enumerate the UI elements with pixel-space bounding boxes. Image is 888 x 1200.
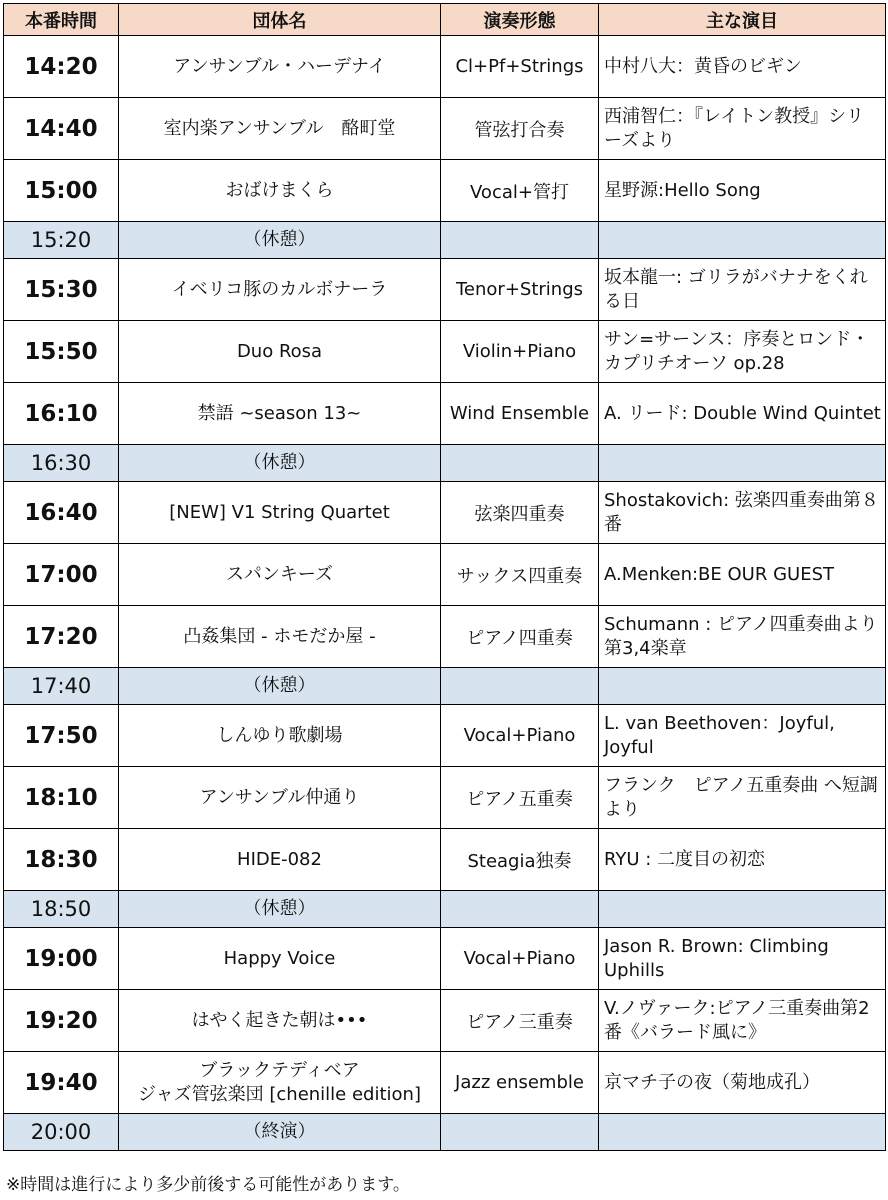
break-row <box>4 445 886 482</box>
form-cell: Violin+Piano <box>441 321 599 383</box>
time-cell: 18:50 <box>4 891 119 928</box>
program-cell: フランク ピアノ五重奏曲 へ短調より <box>599 767 886 829</box>
group-cell: おばけまくら <box>119 160 441 222</box>
group-cell: （終演） <box>119 1114 441 1151</box>
program-cell: 坂本龍一: ゴリラがバナナをくれる日 <box>599 259 886 321</box>
break-row <box>4 891 886 928</box>
table-row <box>4 767 886 829</box>
program-cell <box>599 222 886 259</box>
group-cell: （休憩） <box>119 445 441 482</box>
program-cell: Shostakovich: 弦楽四重奏曲第８番 <box>599 482 886 544</box>
table-row <box>4 98 886 160</box>
time-cell: 15:30 <box>4 259 119 321</box>
form-cell: Tenor+Strings <box>441 259 599 321</box>
header-program: 主な演目 <box>599 4 886 36</box>
program-cell: サン=サーンス：序奏とロンド・カプリチオーソ op.28 <box>599 321 886 383</box>
table-row <box>4 259 886 321</box>
group-cell: イベリコ豚のカルボナーラ <box>119 259 441 321</box>
form-cell: ピアノ四重奏 <box>441 606 599 668</box>
form-cell <box>441 445 599 482</box>
time-cell: 17:20 <box>4 606 119 668</box>
form-cell: サックス四重奏 <box>441 544 599 606</box>
time-cell: 14:20 <box>4 36 119 98</box>
table-row <box>4 928 886 990</box>
schedule-table <box>3 3 886 1151</box>
program-cell <box>599 445 886 482</box>
group-cell: アンサンブル仲通り <box>119 767 441 829</box>
time-cell: 16:30 <box>4 445 119 482</box>
form-cell <box>441 222 599 259</box>
time-cell: 19:40 <box>4 1052 119 1114</box>
group-cell: 室内楽アンサンブル 酪町堂 <box>119 98 441 160</box>
time-cell: 18:10 <box>4 767 119 829</box>
table-row <box>4 1052 886 1114</box>
table-row <box>4 705 886 767</box>
program-cell: L. van Beethoven：Joyful, Joyful <box>599 705 886 767</box>
footnote: ※時間は進行により多少前後する可能性があります。 <box>6 1175 410 1195</box>
time-cell: 17:40 <box>4 668 119 705</box>
table-row <box>4 36 886 98</box>
time-cell: 16:40 <box>4 482 119 544</box>
group-cell: Happy Voice <box>119 928 441 990</box>
time-cell: 19:00 <box>4 928 119 990</box>
program-cell: 中村八大：黄昏のビギン <box>599 36 886 98</box>
time-cell: 15:50 <box>4 321 119 383</box>
form-cell: Vocal+管打 <box>441 160 599 222</box>
group-cell: HIDE-082 <box>119 829 441 891</box>
form-cell: Cl+Pf+Strings <box>441 36 599 98</box>
program-cell: A.Menken:BE OUR GUEST <box>599 544 886 606</box>
program-cell <box>599 668 886 705</box>
program-cell: A. リード: Double Wind Quintet <box>599 383 886 445</box>
group-cell: （休憩） <box>119 222 441 259</box>
time-cell: 20:00 <box>4 1114 119 1151</box>
table-row <box>4 990 886 1052</box>
group-cell: （休憩） <box>119 668 441 705</box>
group-cell: アンサンブル・ハーデナイ <box>119 36 441 98</box>
time-cell: 14:40 <box>4 98 119 160</box>
form-cell: 弦楽四重奏 <box>441 482 599 544</box>
program-cell: 星野源:Hello Song <box>599 160 886 222</box>
form-cell: Jazz ensemble <box>441 1052 599 1114</box>
group-cell: 禁語 ~season 13~ <box>119 383 441 445</box>
group-cell: [NEW] V1 String Quartet <box>119 482 441 544</box>
program-cell <box>599 1114 886 1151</box>
form-cell: Vocal+Piano <box>441 928 599 990</box>
table-row <box>4 544 886 606</box>
group-cell: はやく起きた朝は••• <box>119 990 441 1052</box>
form-cell: Wind Ensemble <box>441 383 599 445</box>
group-cell: 凸姦集団 - ホモだか屋 - <box>119 606 441 668</box>
table-row <box>4 160 886 222</box>
table-row <box>4 383 886 445</box>
form-cell <box>441 891 599 928</box>
break-row <box>4 668 886 705</box>
program-cell: 西浦智仁：『レイトン教授』シリーズより <box>599 98 886 160</box>
form-cell: Vocal+Piano <box>441 705 599 767</box>
program-cell: V.ノヴァーク:ピアノ三重奏曲第2番《バラード風に》 <box>599 990 886 1052</box>
time-cell: 16:10 <box>4 383 119 445</box>
header-row <box>4 4 886 36</box>
break-row <box>4 1114 886 1151</box>
form-cell: ピアノ三重奏 <box>441 990 599 1052</box>
group-cell: Duo Rosa <box>119 321 441 383</box>
form-cell: ピアノ五重奏 <box>441 767 599 829</box>
table-row <box>4 482 886 544</box>
program-cell: Schumann : ピアノ四重奏曲より第3,4楽章 <box>599 606 886 668</box>
group-cell: ブラックテディベア ジャズ管弦楽団 [chenille edition] <box>119 1052 441 1114</box>
header-time: 本番時間 <box>4 4 119 36</box>
form-cell: 管弦打合奏 <box>441 98 599 160</box>
time-cell: 18:30 <box>4 829 119 891</box>
time-cell: 15:20 <box>4 222 119 259</box>
form-cell <box>441 1114 599 1151</box>
table-row <box>4 829 886 891</box>
header-form: 演奏形態 <box>441 4 599 36</box>
form-cell: Steagia独奏 <box>441 829 599 891</box>
form-cell <box>441 668 599 705</box>
group-cell: スパンキーズ <box>119 544 441 606</box>
time-cell: 15:00 <box>4 160 119 222</box>
header-group: 団体名 <box>119 4 441 36</box>
table-row <box>4 606 886 668</box>
program-cell: Jason R. Brown: Climbing Uphills <box>599 928 886 990</box>
group-cell: （休憩） <box>119 891 441 928</box>
program-cell <box>599 891 886 928</box>
time-cell: 17:00 <box>4 544 119 606</box>
time-cell: 17:50 <box>4 705 119 767</box>
break-row <box>4 222 886 259</box>
group-cell: しんゆり歌劇場 <box>119 705 441 767</box>
program-cell: 京マチ子の夜（菊地成孔） <box>599 1052 886 1114</box>
table-row <box>4 321 886 383</box>
time-cell: 19:20 <box>4 990 119 1052</box>
program-cell: RYU : 二度目の初恋 <box>599 829 886 891</box>
